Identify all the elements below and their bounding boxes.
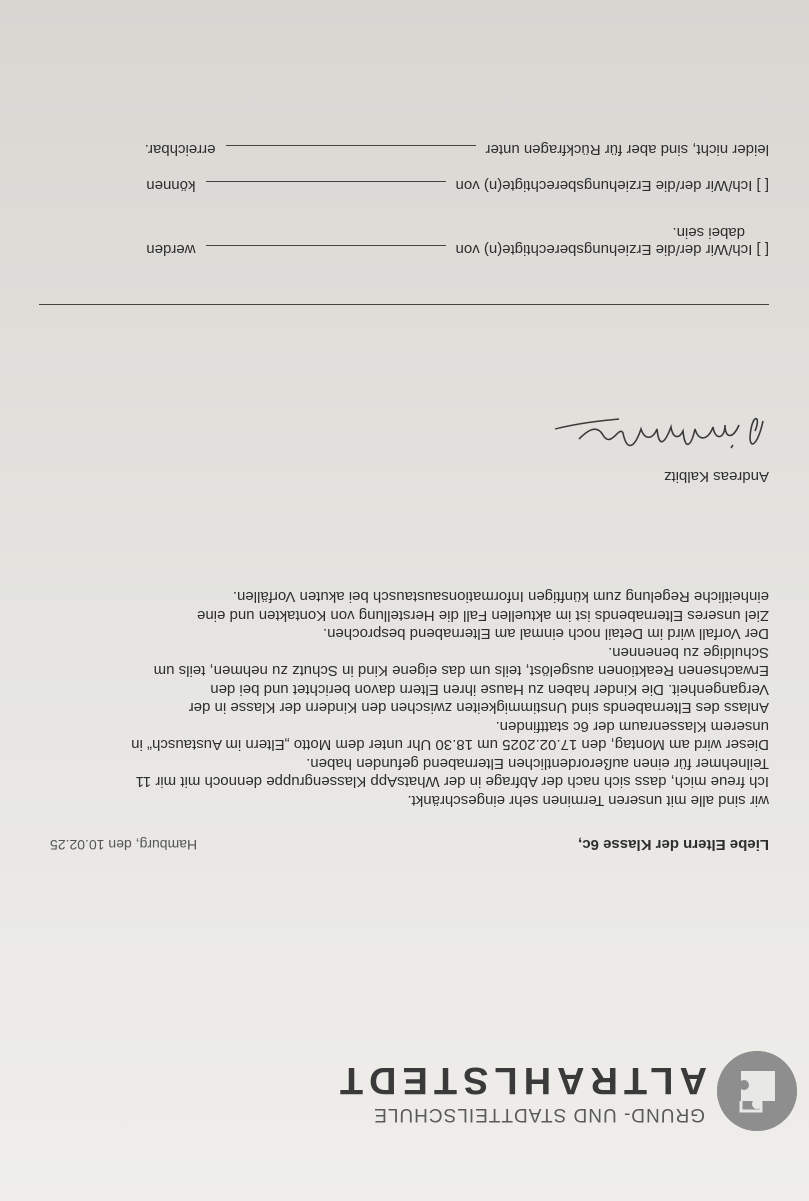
reply-option-decline-prefix: [ ] Ich/Wir der/die Erziehungsberechtigte(n) von <box>455 177 769 194</box>
reply-option-decline <box>146 177 769 196</box>
text-line: Ziel unseres Elternabends ist im aktuellen Fall die Herstellung von Kontakten und eine <box>197 607 769 624</box>
handwritten-signature <box>539 394 769 469</box>
paragraph-intro <box>19 754 769 810</box>
reply-contact-line <box>145 141 769 160</box>
text-line: Anlass des Elternabends sind Unstimmigkeiten zwischen den Kindern der Klasse in der <box>188 699 769 717</box>
text-line: unserem Klassenraum der 6c stattfinden. <box>495 718 769 735</box>
paragraph-date <box>19 717 769 754</box>
reply-option-decline-suffix: können <box>146 177 196 194</box>
school-name: ALTRAHLSTEDT <box>333 1059 707 1101</box>
text-line: Erwachsenen Reaktionen ausgelöst, teils um das eigene Kind in Schutz zu nehmen, teils um <box>153 662 769 680</box>
reply-contact-suffix: erreichbar. <box>144 141 216 158</box>
text-line: Schuldige zu benennen. <box>608 644 769 661</box>
text-line: Ich freue mich, dass sich nach der Abfrage in der WhatsApp Klassengruppe dennoch mit mir 11 <box>135 773 769 791</box>
paragraph-goal <box>19 587 769 624</box>
place-date: Hamburg, den 10.02.25 <box>50 837 198 853</box>
text-line: Dieser wird am Montag, den 17.02.2025 um 18.30 Uhr unter dem Motto „Eltern im Austausch“ in <box>131 736 769 754</box>
text-line: einheitliche Regelung zum künftigen Informationsaustausch bei akuten Vorfällen. <box>232 588 769 606</box>
reply-contact-prefix: leider nicht, sind aber für Rückfragen unter <box>485 141 769 158</box>
child-name-blank-1[interactable] <box>206 245 446 260</box>
text-line: wir sind alle mit unseren Terminen sehr eingeschränkt. <box>407 792 769 809</box>
reply-option-attend-continuation: dabei sein. <box>672 224 745 241</box>
text-line: Vergangenheit. Die Kinder haben zu Hause ihren Eltern davon berichtet und bei den <box>210 681 769 698</box>
school-logo <box>717 1051 797 1131</box>
text-line: Teilnehmer für einen außerordentlichen Elternabend gefunden haben. <box>306 755 769 772</box>
reply-option-attend <box>146 241 769 260</box>
sender-name: Andreas Kalbitz <box>663 468 769 485</box>
school-subtitle: GRUND- UND STADTTEILSCHULE <box>373 1104 705 1125</box>
paragraph-incident <box>19 624 769 643</box>
child-name-blank-2[interactable] <box>206 181 446 196</box>
cut-line-divider <box>39 304 769 305</box>
text-line: Der Vorfall wird im Detail noch einmal am Elternabend besprochen. <box>322 625 769 643</box>
letter-body <box>19 587 769 809</box>
reply-option-attend-prefix: [ ] Ich/Wir der/die Erziehungsberechtigte(n) von <box>455 241 769 258</box>
paragraph-reason <box>19 643 769 717</box>
contact-phone-blank[interactable] <box>226 145 476 160</box>
salutation: Liebe Eltern der Klasse 6c, <box>578 836 769 853</box>
reply-option-attend-suffix: werden <box>146 241 196 258</box>
puzzle-pieces-logo-icon <box>717 1051 797 1131</box>
